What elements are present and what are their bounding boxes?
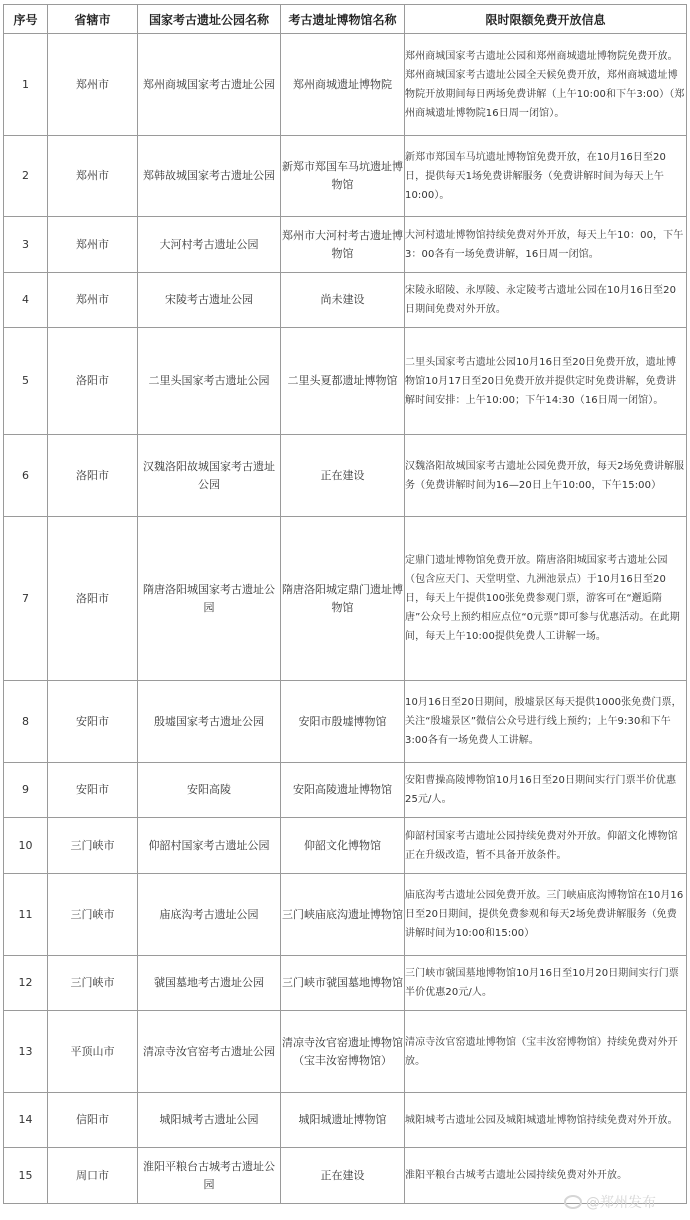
row-city: 洛阳市 xyxy=(48,328,138,435)
row-info: 新郑市郑国车马坑遗址博物馆免费开放，在10月16日至20日，提供每天1场免费讲解服务（免费讲解时间为每天上午10:00）。 xyxy=(405,136,687,217)
row-park: 虢国墓地考古遗址公园 xyxy=(138,956,281,1011)
row-number: 11 xyxy=(4,874,48,956)
table-row xyxy=(4,517,687,681)
row-number: 2 xyxy=(4,136,48,217)
row-park: 宋陵考古遗址公园 xyxy=(138,273,281,328)
row-park: 清凉寺汝官窑考古遗址公园 xyxy=(138,1011,281,1093)
watermark-text: @郑州发布 xyxy=(586,1195,656,1211)
row-park: 二里头国家考古遗址公园 xyxy=(138,328,281,435)
row-museum: 仰韶文化博物馆 xyxy=(281,818,405,874)
free-opening-table xyxy=(3,4,687,1204)
row-info: 安阳曹操高陵博物馆10月16日至20日期间实行门票半价优惠25元/人。 xyxy=(405,763,687,818)
row-park: 殷墟国家考古遗址公园 xyxy=(138,681,281,763)
row-museum: 三门峡庙底沟遗址博物馆 xyxy=(281,874,405,956)
row-number: 1 xyxy=(4,34,48,136)
header-number: 序号 xyxy=(4,5,48,34)
row-museum-name: 清凉寺汝官窑遗址博物馆 xyxy=(282,1035,403,1049)
row-city: 三门峡市 xyxy=(48,874,138,956)
row-number: 8 xyxy=(4,681,48,763)
table-row xyxy=(4,818,687,874)
row-city: 洛阳市 xyxy=(48,435,138,517)
row-info: 庙底沟考古遗址公园免费开放。三门峡庙底沟博物馆在10月16日至20日期间，提供免费参观和每天2场免费讲解服务（免费讲解时间为10:00和15:00） xyxy=(405,874,687,956)
row-museum: 隋唐洛阳城定鼎门遗址博物馆 xyxy=(281,517,405,681)
row-museum: 城阳城遗址博物馆 xyxy=(281,1093,405,1148)
row-info: 宋陵永昭陵、永厚陵、永定陵考古遗址公园在10月16日至20日期间免费对外开放。 xyxy=(405,273,687,328)
row-park: 隋唐洛阳城国家考古遗址公园 xyxy=(138,517,281,681)
row-park: 仰韶村国家考古遗址公园 xyxy=(138,818,281,874)
row-museum: 郑州市大河村考古遗址博物馆 xyxy=(281,217,405,273)
row-number: 15 xyxy=(4,1148,48,1204)
row-city: 郑州市 xyxy=(48,217,138,273)
table-row xyxy=(4,328,687,435)
row-number: 9 xyxy=(4,763,48,818)
header-museum-name: 考古遗址博物馆名称 xyxy=(281,5,405,34)
table-row xyxy=(4,435,687,517)
row-info: 10月16日至20日期间，殷墟景区每天提供1000张免费门票，关注“殷墟景区”微信公众号进行线上预约；上午9:30和下午3:00各有一场免费人工讲解。 xyxy=(405,681,687,763)
row-city: 信阳市 xyxy=(48,1093,138,1148)
row-number: 3 xyxy=(4,217,48,273)
header-row xyxy=(4,5,687,34)
row-number: 12 xyxy=(4,956,48,1011)
row-city: 安阳市 xyxy=(48,763,138,818)
row-park: 庙底沟考古遗址公园 xyxy=(138,874,281,956)
row-city: 三门峡市 xyxy=(48,818,138,874)
row-number: 13 xyxy=(4,1011,48,1093)
table-row xyxy=(4,1148,687,1204)
table-row xyxy=(4,874,687,956)
header-park-name: 国家考古遗址公园名称 xyxy=(138,5,281,34)
row-info: 郑州商城国家考古遗址公园和郑州商城遗址博物院免费开放。郑州商城国家考古遗址公园全天候免费开放，郑州商城遗址博物院开放期间每日两场免费讲解（上午10:00和下午3:00）（郑州商城遗址博物院16日周一闭馆）。 xyxy=(405,34,687,136)
row-city: 郑州市 xyxy=(48,273,138,328)
row-museum: 安阳高陵遗址博物馆 xyxy=(281,763,405,818)
row-info: 汉魏洛阳故城国家考古遗址公园免费开放，每天2场免费讲解服务（免费讲解时间为16—20日上午10:00，下午15:00） xyxy=(405,435,687,517)
row-number: 4 xyxy=(4,273,48,328)
row-museum xyxy=(281,1011,405,1093)
table-row xyxy=(4,1093,687,1148)
table-row xyxy=(4,956,687,1011)
row-museum: 正在建设 xyxy=(281,1148,405,1204)
header-free-info: 限时限额免费开放信息 xyxy=(405,5,687,34)
row-museum: 尚未建设 xyxy=(281,273,405,328)
row-number: 6 xyxy=(4,435,48,517)
row-number: 7 xyxy=(4,517,48,681)
row-number: 10 xyxy=(4,818,48,874)
row-park: 郑韩故城国家考古遗址公园 xyxy=(138,136,281,217)
row-park: 城阳城考古遗址公园 xyxy=(138,1093,281,1148)
table-row xyxy=(4,681,687,763)
table-row xyxy=(4,273,687,328)
row-info: 城阳城考古遗址公园及城阳城遗址博物馆持续免费对外开放。 xyxy=(405,1093,687,1148)
row-city: 周口市 xyxy=(48,1148,138,1204)
row-info: 三门峡市虢国墓地博物馆10月16日至10月20日期间实行门票半价优惠20元/人。 xyxy=(405,956,687,1011)
row-museum-note: （宝丰汝窑博物馆） xyxy=(293,1053,392,1067)
table-row xyxy=(4,34,687,136)
row-museum: 新郑市郑国车马坑遗址博物馆 xyxy=(281,136,405,217)
row-city: 安阳市 xyxy=(48,681,138,763)
table-row xyxy=(4,763,687,818)
row-museum: 郑州商城遗址博物院 xyxy=(281,34,405,136)
row-city: 三门峡市 xyxy=(48,956,138,1011)
row-park: 汉魏洛阳故城国家考古遗址公园 xyxy=(138,435,281,517)
row-park: 郑州商城国家考古遗址公园 xyxy=(138,34,281,136)
row-city: 平顶山市 xyxy=(48,1011,138,1093)
row-park: 大河村考古遗址公园 xyxy=(138,217,281,273)
table-row xyxy=(4,136,687,217)
table-row xyxy=(4,217,687,273)
row-city: 郑州市 xyxy=(48,34,138,136)
row-info: 二里头国家考古遗址公园10月16日至20日免费开放，遗址博物馆10月17日至20日免费开放并提供定时免费讲解，免费讲解时间安排：上午10:00；下午14:30（16日周一闭馆）。 xyxy=(405,328,687,435)
row-museum: 正在建设 xyxy=(281,435,405,517)
row-museum: 安阳市殷墟博物馆 xyxy=(281,681,405,763)
row-number: 5 xyxy=(4,328,48,435)
row-city: 郑州市 xyxy=(48,136,138,217)
row-number: 14 xyxy=(4,1093,48,1148)
table-row xyxy=(4,1011,687,1093)
row-museum: 三门峡市虢国墓地博物馆 xyxy=(281,956,405,1011)
row-city: 洛阳市 xyxy=(48,517,138,681)
row-info: 淮阳平粮台古城考古遗址公园持续免费对外开放。 xyxy=(405,1148,687,1204)
header-city: 省辖市 xyxy=(48,5,138,34)
row-info: 清凉寺汝官窑遗址博物馆（宝丰汝窑博物馆）持续免费对外开放。 xyxy=(405,1011,687,1093)
row-info: 仰韶村国家考古遗址公园持续免费对外开放。仰韶文化博物馆正在升级改造，暂不具备开放条件。 xyxy=(405,818,687,874)
row-park: 安阳高陵 xyxy=(138,763,281,818)
row-park: 淮阳平粮台古城考古遗址公园 xyxy=(138,1148,281,1204)
row-museum: 二里头夏都遗址博物馆 xyxy=(281,328,405,435)
row-info: 大河村遗址博物馆持续免费对外开放，每天上午10：00，下午3：00各有一场免费讲解，16日周一闭馆。 xyxy=(405,217,687,273)
row-info: 定鼎门遗址博物馆免费开放。隋唐洛阳城国家考古遗址公园（包含应天门、天堂明堂、九洲池景点）于10月16日至20日，每天上午提供100张免费参观门票，游客可在“邂逅隋唐”公众号上预约相应点位“0元票”即可参与优惠活动。在此期间，每天上午10:00提供免费人工讲解一场。 xyxy=(405,517,687,681)
